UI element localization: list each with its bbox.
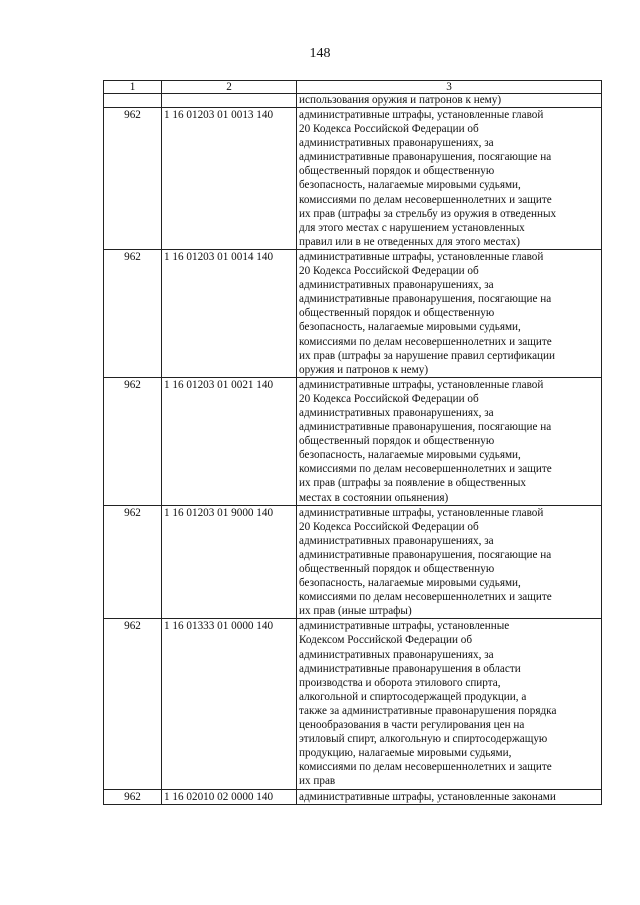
- continuation-description: использования оружия и патронов к нему): [297, 94, 602, 108]
- header-col-3: 3: [297, 81, 602, 94]
- page-number: 148: [309, 46, 331, 61]
- row-description: административные штрафы, установленные главой 20 Кодекса Российской Федерации об административных правонарушениях, за административные правонарушения, посягающие на общественный порядок и общественную безопасность, налагаемые мировыми судьями, комиссиями по делам несовершеннолетних и защите их прав (штрафы за стрельбу из оружия в отведенных для этого местах с нарушением установленных правил или в не отведенных для этого местах): [297, 108, 602, 250]
- continuation-code-cell: [104, 94, 162, 108]
- table-row: [104, 108, 602, 250]
- table-row: [104, 789, 602, 804]
- header-col-2: 2: [162, 81, 297, 94]
- row-description: административные штрафы, установленные Кодексом Российской Федерации об административных правонарушениях, за административные правонарушения в области производства и оборота этилового спирта, алкогольной и спиртосодержащей продукции, а также за административные правонарушения порядка ценообразования в части регулирования цен на этиловый спирт, алкогольную и спиртосодержащую продукцию, налагаемые мировыми судьями, комиссиями по делам несовершеннолетних и защите их прав: [297, 619, 602, 789]
- admin-code: 962: [104, 108, 162, 250]
- budget-classification-table: [103, 80, 602, 805]
- kbk-code: 1 16 01203 01 0021 140: [162, 377, 297, 505]
- table-header-row: [104, 81, 602, 94]
- header-col-1: 1: [104, 81, 162, 94]
- row-description: административные штрафы, установленные главой 20 Кодекса Российской Федерации об административных правонарушениях, за административные правонарушения, посягающие на общественный порядок и общественную безопасность, налагаемые мировыми судьями, комиссиями по делам несовершеннолетних и защите их прав (иные штрафы): [297, 505, 602, 619]
- admin-code: 962: [104, 249, 162, 377]
- row-description: административные штрафы, установленные главой 20 Кодекса Российской Федерации об административных правонарушениях, за административные правонарушения, посягающие на общественный порядок и общественную безопасность, налагаемые мировыми судьями, комиссиями по делам несовершеннолетних и защите их прав (штрафы за нарушение правил сертификации оружия и патронов к нему): [297, 249, 602, 377]
- admin-code: 962: [104, 789, 162, 804]
- kbk-code: 1 16 01333 01 0000 140: [162, 619, 297, 789]
- table-row: [104, 249, 602, 377]
- kbk-code: 1 16 01203 01 0013 140: [162, 108, 297, 250]
- continuation-row: [104, 94, 602, 108]
- admin-code: 962: [104, 377, 162, 505]
- continuation-kbk-cell: [162, 94, 297, 108]
- table-row: [104, 619, 602, 789]
- table-row: [104, 377, 602, 505]
- kbk-code: 1 16 02010 02 0000 140: [162, 789, 297, 804]
- table-row: [104, 505, 602, 619]
- admin-code: 962: [104, 619, 162, 789]
- admin-code: 962: [104, 505, 162, 619]
- kbk-code: 1 16 01203 01 0014 140: [162, 249, 297, 377]
- row-description: административные штрафы, установленные законами: [297, 789, 602, 804]
- row-description: административные штрафы, установленные главой 20 Кодекса Российской Федерации об административных правонарушениях, за административные правонарушения, посягающие на общественный порядок и общественную безопасность, налагаемые мировыми судьями, комиссиями по делам несовершеннолетних и защите их прав (штрафы за появление в общественных местах в состоянии опьянения): [297, 377, 602, 505]
- kbk-code: 1 16 01203 01 9000 140: [162, 505, 297, 619]
